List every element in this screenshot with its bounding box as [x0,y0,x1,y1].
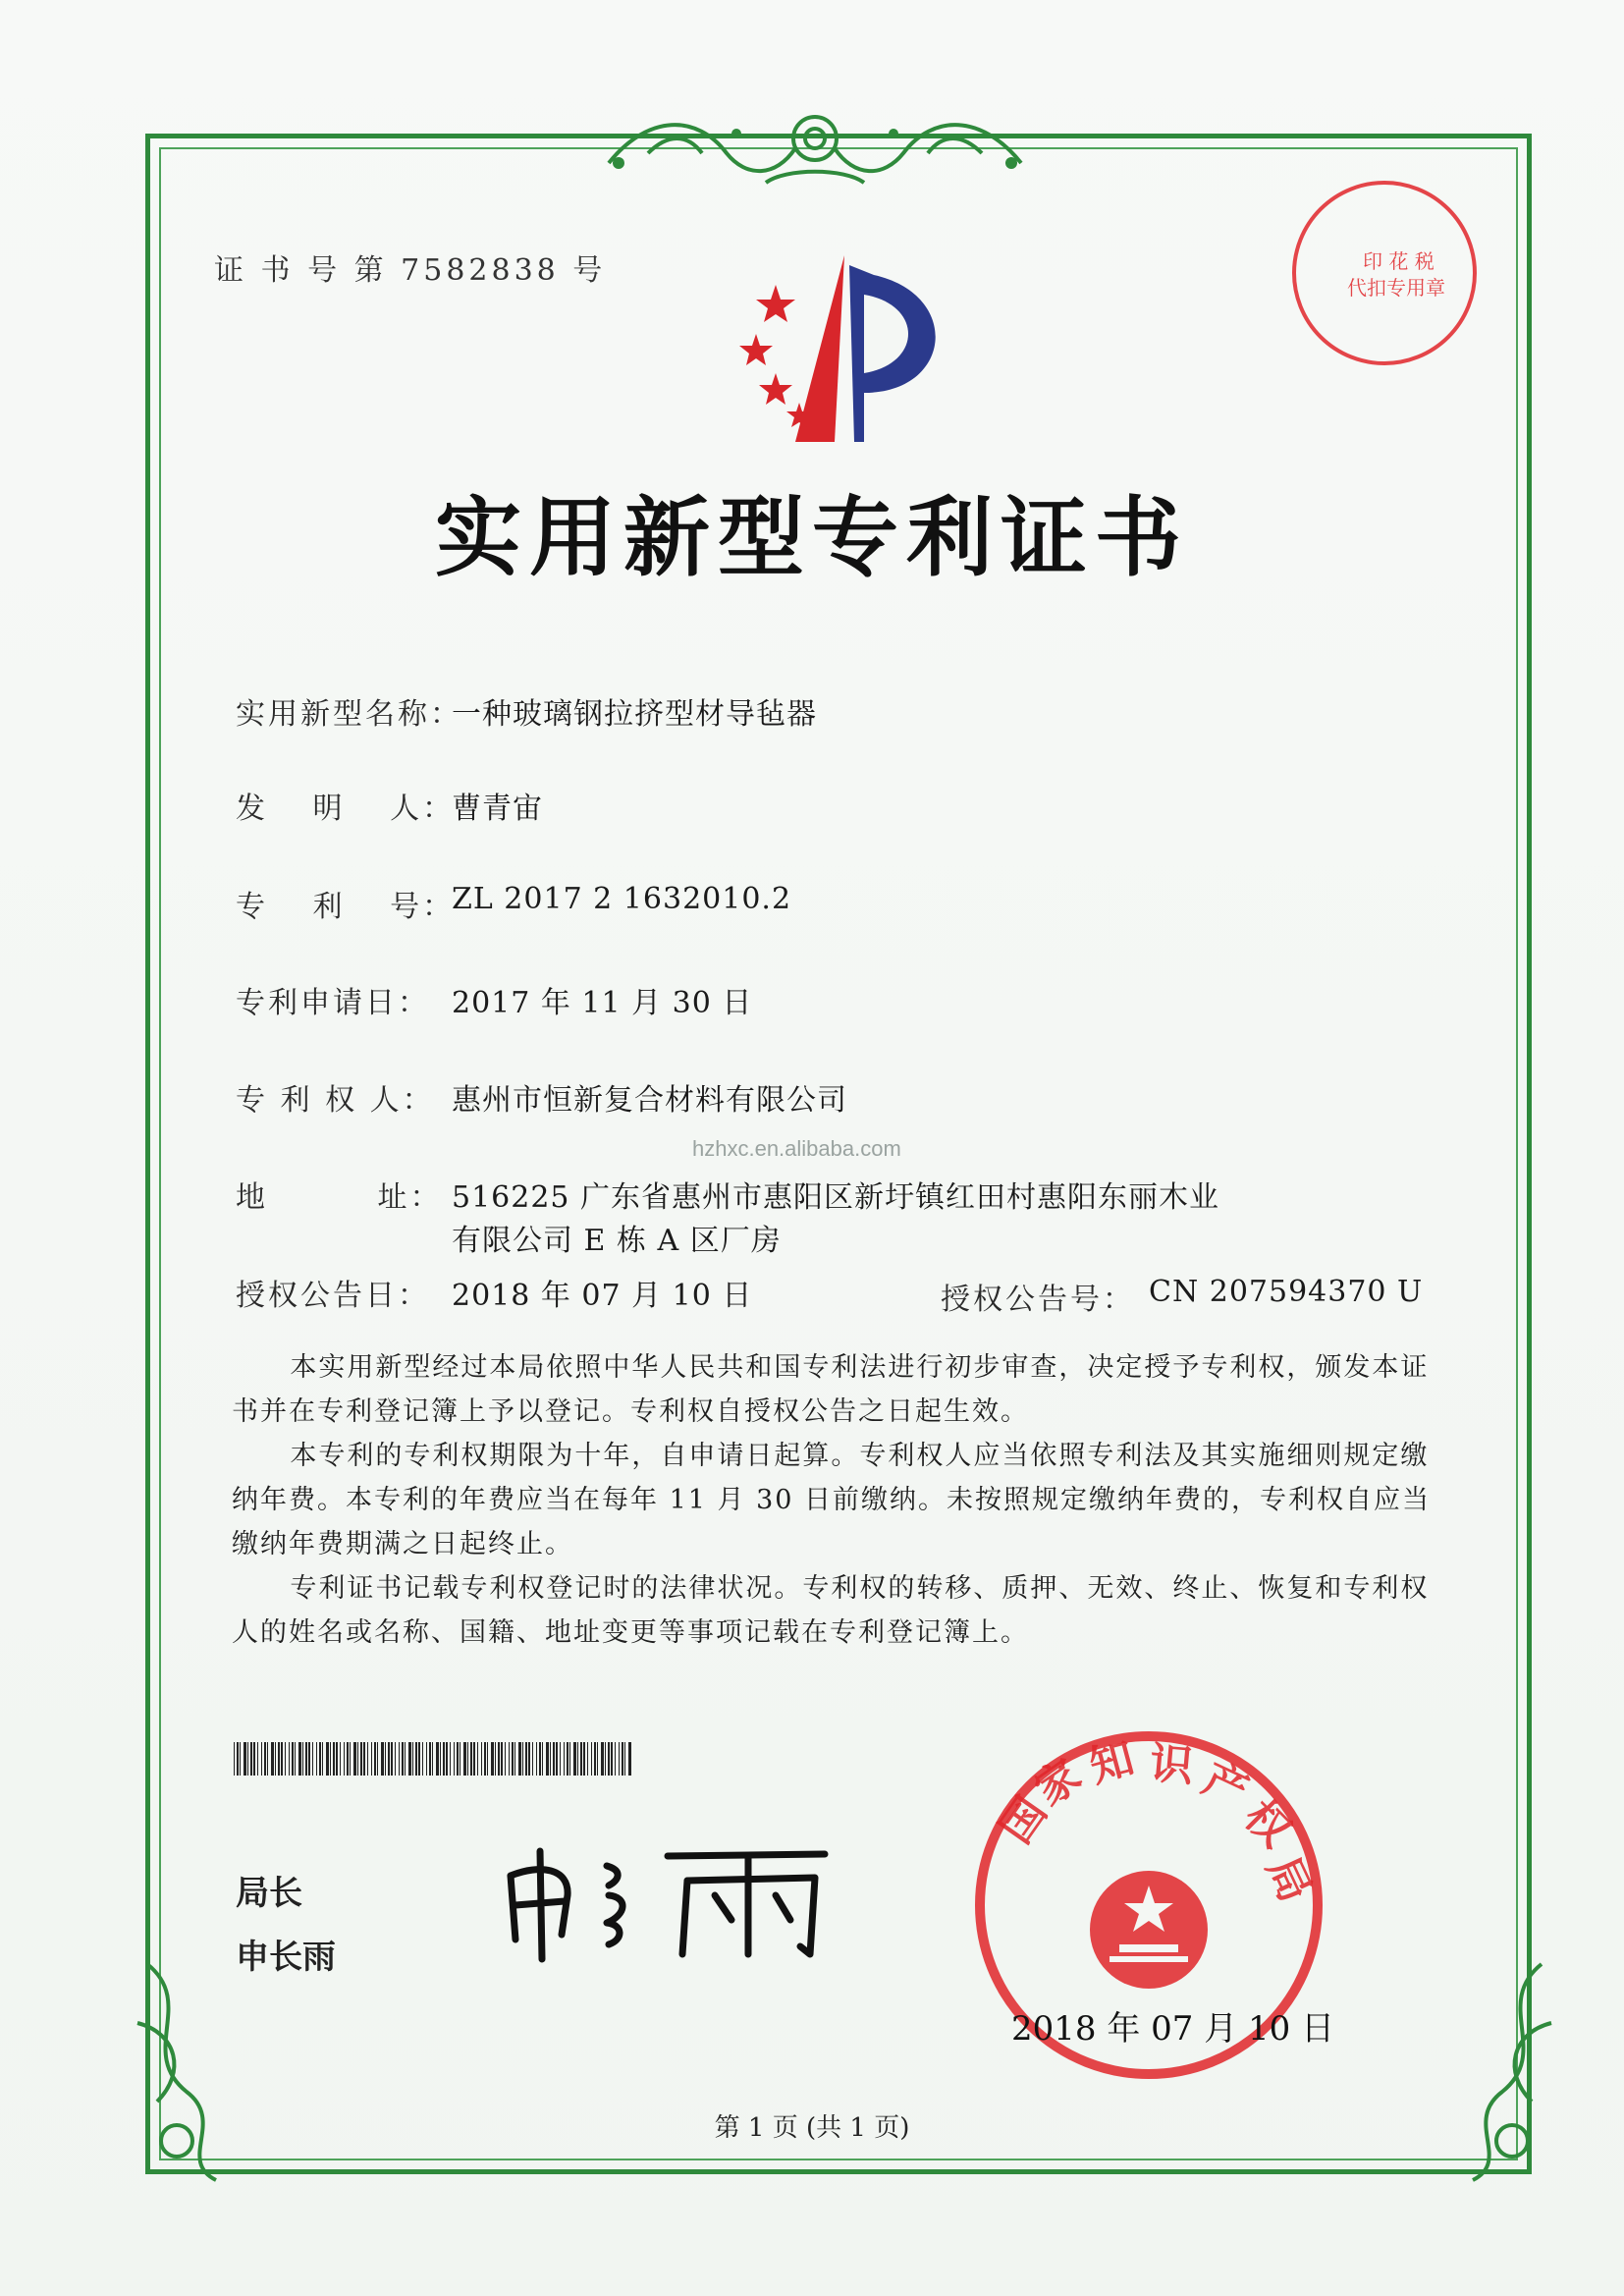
barcode-bar [391,1742,393,1776]
barcode-bar [353,1742,356,1776]
address-line-2: 有限公司 E 栋 A 区厂房 [452,1224,782,1258]
barcode-bar [381,1742,384,1776]
barcode-bar [556,1742,558,1776]
barcode-bar [395,1742,396,1776]
barcode-bar [457,1742,459,1776]
page-title: 实用新型专利证书 [434,486,1189,588]
barcode-bar [271,1742,274,1776]
barcode-bar [275,1742,276,1776]
barcode-bar [628,1742,631,1776]
svg-text:家: 家 [1026,1749,1091,1817]
barcode-bar [454,1742,455,1776]
barcode [234,1742,636,1776]
barcode-bar [305,1742,307,1776]
bottom-right-ornament [1414,1944,1571,2200]
barcode-bar [436,1742,439,1776]
barcode-bar [312,1742,313,1776]
bottom-left-ornament [118,1944,275,2200]
barcode-bar [285,1742,286,1776]
paragraph-legal-status: 专利证书记载专利权登记时的法律状况。专利权的转移、质押、无效、终止、恢复和专利权人的姓名或名称、国籍、地址变更等事项记载在专利登记簿上。 [232,1573,1430,1648]
svg-text:识: 识 [1148,1738,1196,1792]
barcode-bar [308,1742,310,1776]
director-signature [491,1836,844,1964]
barcode-bar [253,1742,255,1776]
barcode-bar [295,1742,296,1776]
barcode-bar [302,1742,303,1776]
signer-name: 申长雨 [236,1938,336,1977]
barcode-bar [289,1742,290,1776]
inventor-value: 曹青宙 [452,792,543,826]
svg-text:印 花 税: 印 花 税 [1363,249,1435,273]
barcode-bar [257,1742,258,1776]
barcode-bar [319,1742,321,1776]
barcode-bar [624,1742,625,1776]
inventor-label: 发 明 人： [236,792,456,826]
barcode-bar [605,1742,606,1776]
barcode-bar [619,1742,620,1776]
svg-text:国: 国 [991,1788,1057,1853]
barcode-bar [261,1742,262,1776]
barcode-bar [402,1742,404,1776]
top-ornament [589,94,1041,202]
barcode-bar [333,1742,335,1776]
barcode-bar [450,1742,451,1776]
barcode-bar [487,1742,488,1776]
barcode-bar [501,1742,503,1776]
barcode-bar [553,1742,555,1776]
barcode-bar [532,1742,533,1776]
address-line-1: 516225 广东省惠州市惠阳区新圩镇红田村惠阳东丽木业 [452,1180,1220,1215]
utility-model-name-value: 一种玻璃钢拉挤型材导毡器 [452,697,817,732]
barcode-bar [481,1742,482,1776]
tax-stamp-seal [1286,175,1483,371]
svg-text:局: 局 [1257,1849,1321,1910]
barcode-bar [470,1742,472,1776]
barcode-bar [399,1742,400,1776]
barcode-bar [360,1742,362,1776]
barcode-bar [350,1742,351,1776]
paragraph-grant: 本实用新型经过本局依照中华人民共和国专利法进行初步审查，决定授予专利权，颁发本证书并在专利登记簿上予以登记。专利权自授权公告之日起生效。 [232,1352,1430,1427]
barcode-bar [267,1742,268,1776]
barcode-bar [418,1742,420,1776]
barcode-bar [234,1742,235,1776]
svg-text:产: 产 [1195,1753,1256,1818]
barcode-bar [432,1742,433,1776]
barcode-bar [344,1742,345,1776]
barcode-bar [367,1742,368,1776]
barcode-bar [336,1742,338,1776]
barcode-bar [374,1742,376,1776]
barcode-bar [298,1742,301,1776]
barcode-bar [484,1742,486,1776]
grant-number-label: 授权公告号： [941,1283,1135,1317]
svg-text:知: 知 [1084,1732,1140,1793]
barcode-bar [385,1742,386,1776]
barcode-bar [330,1742,331,1776]
grant-date-label: 授权公告日： [236,1279,430,1313]
barcode-bar [408,1742,411,1776]
page-number: 第 1 页 (共 1 页) [714,2113,910,2143]
svg-text:权: 权 [1234,1790,1301,1857]
barcode-bar [240,1742,241,1776]
barcode-bar [422,1742,423,1776]
legal-paragraphs [232,1345,1439,1655]
patent-holder-value: 惠州市恒新复合材料有限公司 [452,1083,847,1118]
barcode-bar [443,1742,445,1776]
patent-holder-label: 专 利 权 人： [236,1083,435,1118]
application-date-label: 专利申请日： [236,986,430,1020]
barcode-bar [518,1742,521,1776]
barcode-bar [560,1742,561,1776]
barcode-bar [512,1742,514,1776]
barcode-bar [567,1742,568,1776]
barcode-bar [477,1742,478,1776]
barcode-bar [601,1742,604,1776]
application-date-value: 2017 年 11 月 30 日 [452,986,753,1020]
barcode-bar [583,1742,585,1776]
barcode-bar [611,1742,613,1776]
barcode-bar [467,1742,468,1776]
barcode-bar [505,1742,506,1776]
barcode-bar [388,1742,390,1776]
barcode-bar [250,1742,252,1776]
barcode-bar [514,1742,515,1776]
barcode-bar [377,1742,378,1776]
paragraph-term: 本专利的专利权期限为十年，自申请日起算。专利权人应当依照专利法及其实施细则规定缴纳年费。本专利的年费应当在每年 11 月 30 日前缴纳。未按照规定缴纳年费的，专利权自应当缴纳年费期满之日起终止。 [232,1441,1432,1559]
barcode-bar [292,1742,294,1776]
watermark-text: hzhxc.en.alibaba.com [692,1136,901,1161]
barcode-bar [244,1742,246,1776]
patent-office-logo [717,246,962,442]
address-label: 地 址： [236,1180,443,1215]
barcode-bar [247,1742,248,1776]
barcode-bar [446,1742,448,1776]
certificate-number: 证 书 号 第 7582838 号 [214,253,607,288]
barcode-bar [608,1742,610,1776]
barcode-bar [316,1742,317,1776]
barcode-bar [564,1742,565,1776]
patent-number-label: 专 利 号： [236,890,456,924]
signer-title: 局长 [236,1874,302,1913]
barcode-bar [405,1742,406,1776]
barcode-bar [278,1742,280,1776]
barcode-bar [542,1742,543,1776]
barcode-bar [326,1742,329,1776]
barcode-bar [237,1742,239,1776]
barcode-bar [597,1742,598,1776]
barcode-bar [412,1742,413,1776]
utility-model-name-label: 实用新型名称： [236,697,462,732]
barcode-bar [577,1742,578,1776]
barcode-bar [522,1742,523,1776]
barcode-bar [440,1742,441,1776]
grant-date-value: 2018 年 07 月 10 日 [452,1279,753,1313]
barcode-bar [615,1742,616,1776]
barcode-bar [463,1742,466,1776]
barcode-bar [495,1742,496,1776]
barcode-bar [573,1742,576,1776]
barcode-bar [509,1742,510,1776]
barcode-bar [363,1742,365,1776]
barcode-bar [322,1742,323,1776]
barcode-bar [591,1742,592,1776]
barcode-bar [426,1742,427,1776]
barcode-bar [536,1742,537,1776]
barcode-bar [539,1742,541,1776]
barcode-bar [371,1742,372,1776]
barcode-bar [528,1742,530,1776]
barcode-bar [491,1742,494,1776]
barcode-bar [281,1742,283,1776]
barcode-bar [340,1742,341,1776]
barcode-bar [525,1742,527,1776]
barcode-bar [347,1742,349,1776]
patent-number-value: ZL 2017 2 1632010.2 [452,882,792,916]
barcode-bar [429,1742,431,1776]
barcode-bar [415,1742,417,1776]
barcode-bar [569,1742,570,1776]
barcode-bar [357,1742,358,1776]
barcode-bar [546,1742,549,1776]
grant-number-value: CN 207594370 U [1149,1275,1424,1309]
barcode-bar [550,1742,551,1776]
barcode-bar [498,1742,500,1776]
barcode-bar [473,1742,475,1776]
barcode-bar [587,1742,588,1776]
barcode-bar [622,1742,623,1776]
barcode-bar [580,1742,582,1776]
seal-date: 2018 年 07 月 10 日 [1011,2009,1335,2049]
barcode-bar [264,1742,266,1776]
barcode-bar [594,1742,596,1776]
svg-text:代扣专用章: 代扣专用章 [1347,276,1445,300]
